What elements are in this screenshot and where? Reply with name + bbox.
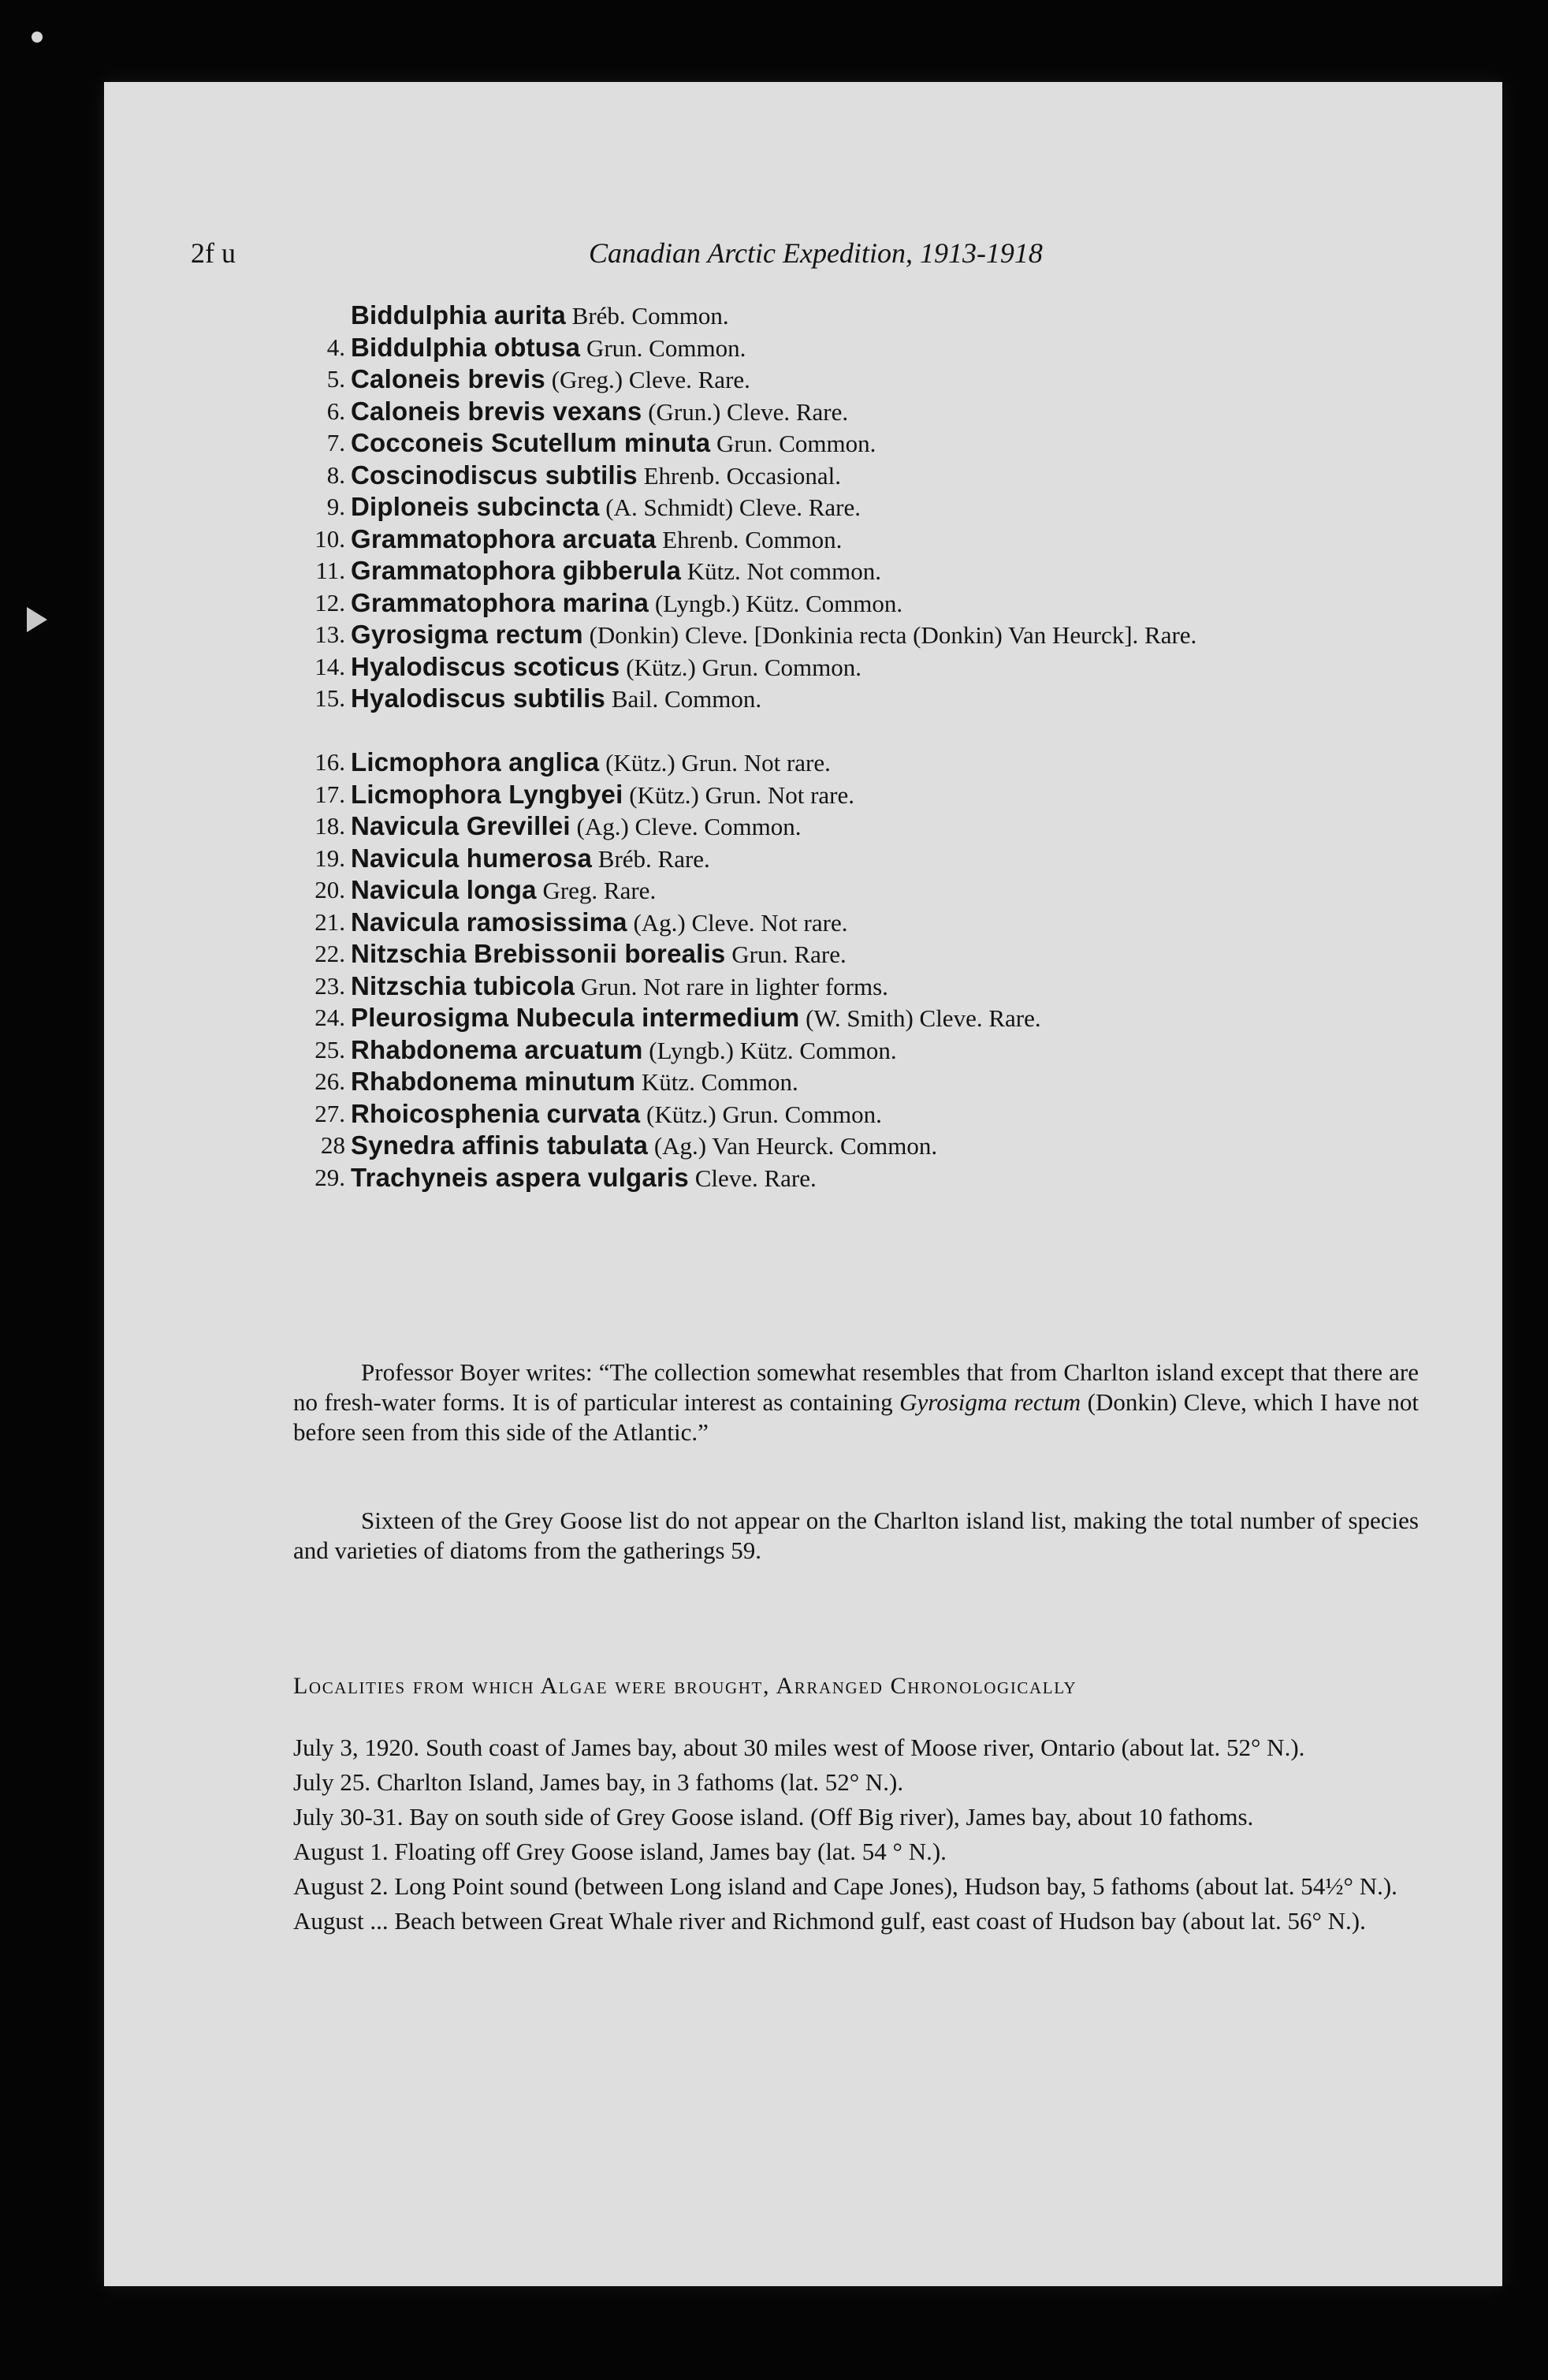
species-note: Bréb. Rare. (592, 844, 710, 873)
locality-description: Bay on south side of Grey Goose island. (Off Big river), James bay, about 10 fathoms. (403, 1803, 1254, 1831)
item-number: 6. (326, 397, 345, 425)
item-number: 19. (314, 844, 345, 872)
list-item (189, 938, 1419, 970)
section-heading: Localities from which Algae were brought, Arranged Chronologically (293, 1673, 1077, 1699)
species-note: Bail. Common. (605, 685, 762, 713)
species-name: Caloneis brevis (351, 364, 545, 393)
list-item (189, 970, 1419, 1003)
item-number: 21. (314, 907, 345, 936)
item-number: 27. (314, 1099, 345, 1127)
species-note: Grun. Common. (710, 430, 876, 457)
species-name: Pleurosigma Nubecula intermedium (351, 1003, 800, 1032)
item-number: 16. (314, 748, 345, 776)
item-number: 26. (314, 1067, 345, 1095)
list-item (189, 843, 1419, 875)
species-note: (Lyngb.) Kütz. Common. (649, 589, 903, 617)
list-item (189, 491, 1419, 523)
locality-description: Floating off Grey Goose island, James bay (lat. 54 ° N.). (388, 1838, 947, 1865)
locality-entry (293, 1906, 1419, 1936)
list-item (189, 460, 1419, 492)
locality-description: Charlton Island, James bay, in 3 fathoms (lat. 52° N.). (370, 1768, 904, 1796)
list-item (189, 300, 1419, 332)
species-name: Grammatophora gibberula (351, 556, 682, 585)
page-header (191, 237, 1420, 268)
locality-entry (293, 1872, 1419, 1901)
list-item (189, 651, 1419, 683)
species-name: Caloneis brevis vexans (351, 396, 642, 426)
species-note: (A. Schmidt) Cleve. Rare. (599, 494, 861, 521)
item-number: 10. (314, 524, 345, 553)
item-number: 29. (314, 1163, 345, 1191)
species-name: Hyalodiscus scoticus (351, 651, 620, 681)
list-item (189, 332, 1419, 364)
species-note: Grun. Common. (580, 333, 746, 362)
locality-date: August 1. (293, 1838, 389, 1865)
locality-description: Long Point sound (between Long island and Cape Jones), Hudson bay, 5 fathoms (about lat. 54½° N.). (388, 1872, 1397, 1900)
locality-entry (293, 1767, 1419, 1797)
item-number: 17. (314, 780, 345, 808)
list-item (189, 683, 1419, 747)
species-name: Navicula longa (351, 875, 537, 904)
list-item (189, 396, 1419, 428)
list-item (189, 555, 1419, 587)
species-note: (Donkin) Cleve. [Donkinia recta (Donkin) Van Heurck]. Rare. (582, 621, 1197, 649)
species-note: Kütz. Not common. (681, 557, 882, 585)
localities-list (293, 1733, 1419, 1941)
list-item (189, 810, 1419, 843)
page-number: 2f u (191, 237, 236, 269)
item-number: 12. (314, 588, 345, 616)
species-note: Ehrenb. Common. (656, 525, 843, 553)
species-note: Bréb. Common. (565, 302, 729, 330)
species-name: Licmophora Lyngbyei (351, 779, 623, 809)
species-name: Synedra affinis tabulata (351, 1130, 649, 1160)
species-note: Ehrenb. Occasional. (637, 461, 842, 490)
professor-boyer-paragraph (293, 1358, 1419, 1447)
species-name: Diploneis subcincta (351, 492, 600, 521)
locality-date: August 2. (293, 1872, 389, 1900)
locality-date: July 3, 1920. (293, 1734, 420, 1761)
species-name: Grammatophora arcuata (351, 523, 657, 553)
list-item (189, 619, 1419, 651)
item-number: 9. (326, 493, 345, 520)
paragraph-text: (Donkin) Cleve, which I have not before seen from this side of the Atlantic.” (293, 1388, 1419, 1446)
list-item (189, 427, 1419, 460)
species-note: (W. Smith) Cleve. Rare. (799, 1004, 1041, 1032)
species-name: Rhabdonema minutum (351, 1067, 636, 1096)
species-name: Rhoicosphenia curvata (351, 1098, 641, 1128)
species-name: Nitzschia Brebissonii borealis (351, 939, 726, 968)
item-number: 8. (326, 460, 345, 489)
species-note: (Kütz.) Grun. Common. (640, 1100, 882, 1128)
species-note: (Kütz.) Grun. Not rare. (599, 749, 831, 777)
species-note: (Grun.) Cleve. Rare. (642, 397, 849, 426)
species-name: Coscinodiscus subtilis (351, 460, 638, 490)
locality-description: South coast of James bay, about 30 miles west of Moose river, Ontario (about lat. 52° N.). (419, 1734, 1305, 1761)
item-number: 7. (326, 429, 345, 456)
species-note: (Kütz.) Grun. Common. (620, 653, 861, 681)
species-name: Hyalodiscus subtilis (351, 683, 606, 713)
locality-description: Beach between Great Whale river and Richmond gulf, east coast of Hudson bay (about lat. 56° N.). (388, 1907, 1366, 1935)
species-name: Gyrosigma rectum (351, 620, 583, 649)
species-name: Nitzschia tubicola (351, 970, 575, 1000)
species-name: Biddulphia obtusa (351, 332, 581, 362)
species-name: Trachyneis aspera vulgaris (351, 1162, 689, 1192)
locality-entry (293, 1733, 1419, 1763)
species-name: Rhabdonema arcuatum (351, 1034, 643, 1064)
running-title: Canadian Arctic Expedition, 1913-1918 (589, 237, 1043, 269)
list-item (189, 363, 1419, 396)
item-number: 5. (326, 365, 345, 393)
scan-arrow-mark (27, 607, 47, 632)
list-item (189, 779, 1419, 811)
species-note: (Ag.) Cleve. Common. (570, 813, 802, 840)
item-number: 14. (314, 652, 345, 680)
locality-entry (293, 1802, 1419, 1832)
species-name: Licmophora anglica (351, 747, 600, 777)
species-name: Navicula Grevillei (351, 811, 571, 840)
list-item (189, 1034, 1419, 1067)
list-item (189, 1130, 1419, 1162)
locality-date: July 30-31. (293, 1803, 404, 1831)
species-note: (Greg.) Cleve. Rare. (545, 366, 750, 393)
locality-date: August ... (293, 1907, 389, 1935)
item-number: 11. (315, 557, 345, 584)
species-note: Greg. Rare. (536, 877, 657, 904)
species-note: Grun. Rare. (725, 940, 847, 968)
species-name: Navicula humerosa (351, 843, 593, 873)
species-list (189, 300, 1419, 1194)
list-item (189, 907, 1419, 939)
species-note: (Ag.) Cleve. Not rare. (627, 908, 848, 937)
species-note: (Kütz.) Grun. Not rare. (623, 780, 854, 809)
list-item (189, 1002, 1419, 1034)
item-number: 23. (314, 971, 345, 1000)
list-item (189, 587, 1419, 620)
item-number: 28 (321, 1131, 345, 1159)
list-item (189, 747, 1419, 779)
list-item (189, 874, 1419, 907)
item-number: 25. (314, 1035, 345, 1063)
species-count-paragraph: Sixteen of the Grey Goose list do not appear on the Charlton island list, making the total number of species and varieties of diatoms from the gatherings 59. (293, 1507, 1419, 1564)
species-note: Cleve. Rare. (688, 1164, 817, 1192)
paragraph-italic-species: Gyrosigma rectum (899, 1388, 1081, 1416)
item-number: 15. (314, 684, 345, 712)
species-note: (Lyngb.) Kütz. Common. (642, 1036, 897, 1064)
species-note: Kütz. Common. (635, 1068, 798, 1096)
locality-entry (293, 1837, 1419, 1867)
item-number: 4. (326, 333, 345, 361)
paragraph-text: Professor Boyer writes: “The collection somewhat resembles that from Charlton island except that there are no fresh-water forms. It is of particular interest as containing (293, 1358, 1419, 1416)
species-name: Grammatophora marina (351, 587, 649, 617)
item-number: 20. (314, 876, 345, 903)
species-name: Navicula ramosissima (351, 907, 627, 937)
species-note: Grun. Not rare in lighter forms. (575, 972, 888, 1000)
species-name: Cocconeis Scutellum minuta (351, 428, 711, 457)
list-item (189, 1098, 1419, 1130)
species-name: Biddulphia aurita (351, 300, 566, 330)
list-item (189, 1162, 1419, 1194)
item-number: 24. (314, 1004, 345, 1031)
item-number: 18. (314, 812, 345, 840)
scan-dot-mark (32, 32, 43, 43)
list-item (189, 1066, 1419, 1098)
locality-date: July 25. (293, 1768, 371, 1796)
item-number: 13. (314, 620, 345, 648)
species-note: (Ag.) Van Heurck. Common. (648, 1132, 938, 1160)
list-item (189, 523, 1419, 556)
item-number: 22. (314, 940, 345, 967)
